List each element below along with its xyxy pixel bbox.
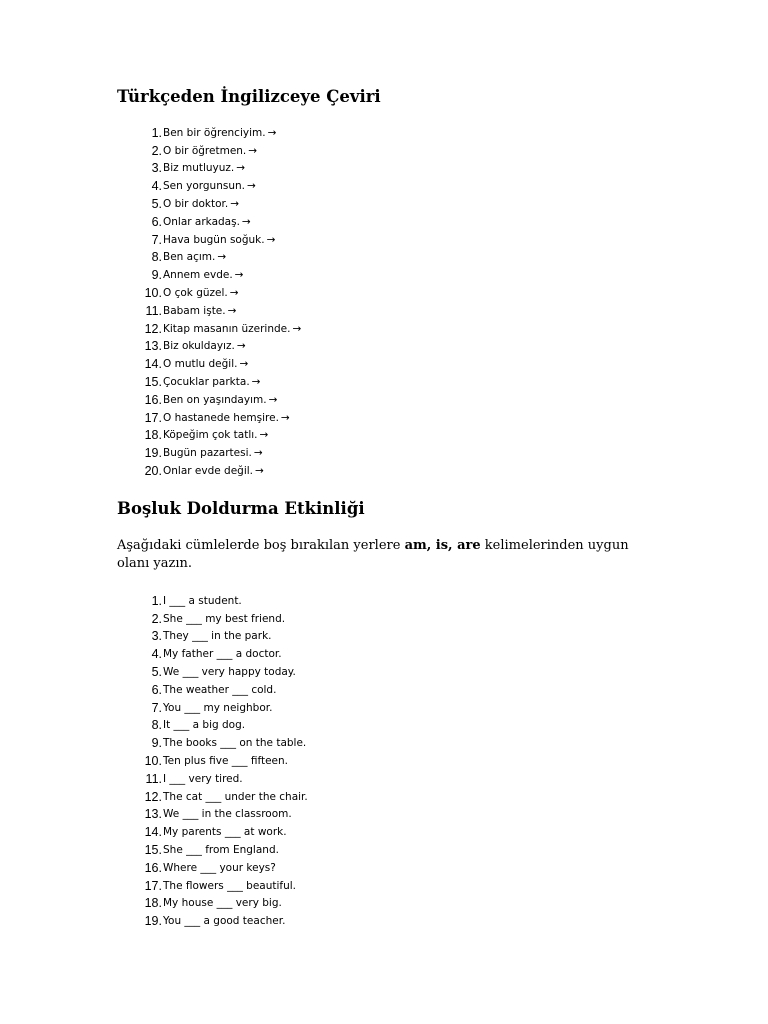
- arrow-icon: →: [267, 126, 277, 139]
- list-item-text: [162, 323, 301, 335]
- list-item: [117, 320, 657, 338]
- list-item-sentence: Onlar arkadaş.: [163, 215, 240, 228]
- arrow-icon: →: [236, 340, 246, 353]
- list-item-text: [162, 702, 272, 714]
- arrow-icon: →: [292, 322, 302, 335]
- list-item-number: 1.: [151, 593, 162, 608]
- list-item-text: [162, 127, 276, 139]
- list-item-number: 18.: [144, 428, 162, 443]
- list-item-text: [162, 684, 276, 696]
- list-item-number: 14.: [144, 825, 162, 840]
- list-item-text: [162, 719, 245, 731]
- list-item: [117, 249, 657, 267]
- list-item: [117, 124, 657, 142]
- list-item: [117, 213, 657, 231]
- list-item: [117, 628, 657, 646]
- list-item-sentence: Onlar evde değil.: [163, 465, 254, 478]
- list-item-number: 4.: [151, 647, 162, 662]
- list-item-number: 16.: [144, 860, 162, 875]
- list-item-sentence: It ___ a big dog.: [163, 719, 246, 732]
- list-item-sentence: The cat ___ under the chair.: [163, 790, 308, 803]
- arrow-icon: →: [227, 304, 237, 317]
- arrow-icon: →: [266, 233, 276, 246]
- list-item-sentence: Where ___ your keys?: [163, 861, 276, 874]
- instructions-text-before: Aşağıdaki cümlelerde boş bırakılan yerlere: [117, 537, 405, 553]
- list-item-sentence: Köpeğim çok tatlı.: [163, 429, 258, 442]
- list-item-text: [162, 791, 308, 803]
- instructions-paragraph: [117, 537, 657, 573]
- list-item-number: 1.: [151, 125, 162, 140]
- list-item: [117, 427, 657, 445]
- list-item-sentence: Bugün pazartesi.: [163, 447, 252, 460]
- document-page: [117, 86, 657, 930]
- list-item-sentence: Çocuklar parkta.: [163, 376, 250, 389]
- list-item-sentence: The flowers ___ beautiful.: [163, 879, 297, 892]
- list-item-sentence: You ___ my neighbor.: [163, 701, 273, 714]
- list-item: [117, 266, 657, 284]
- list-item: [117, 859, 657, 877]
- arrow-icon: →: [229, 287, 239, 300]
- list-item-number: 12.: [144, 321, 162, 336]
- list-item: [117, 841, 657, 859]
- list-item-text: [162, 198, 239, 210]
- list-item-number: 12.: [144, 789, 162, 804]
- list-item-number: 3.: [151, 161, 162, 176]
- list-item-number: 13.: [144, 339, 162, 354]
- list-item-number: 10.: [144, 754, 162, 768]
- list-item: [117, 231, 657, 249]
- list-item-number: 13.: [144, 807, 162, 822]
- list-item-number: 2.: [151, 143, 162, 158]
- translation-list: [117, 124, 657, 480]
- list-item-text: [162, 737, 306, 749]
- list-item: [117, 284, 657, 302]
- list-item: [117, 823, 657, 841]
- list-item-sentence: The books ___ on the table.: [163, 737, 307, 750]
- list-item: [117, 195, 657, 213]
- list-item-text: [162, 180, 256, 192]
- list-item-text: [162, 897, 282, 909]
- arrow-icon: →: [230, 198, 240, 211]
- list-item-number: 7.: [151, 232, 162, 247]
- list-item: [117, 752, 657, 770]
- list-item-text: [162, 216, 251, 228]
- list-item-number: 9.: [151, 268, 162, 283]
- list-item-text: [162, 826, 287, 838]
- list-item-text: [162, 376, 260, 388]
- list-item-sentence: Ben açım.: [163, 251, 216, 264]
- list-item-text: [162, 915, 285, 927]
- list-item: [117, 409, 657, 427]
- list-item-text: [162, 394, 277, 406]
- list-item-number: 10.: [144, 286, 162, 301]
- list-item-sentence: Ben bir öğrenciyim.: [163, 126, 266, 139]
- list-item-sentence: Annem evde.: [163, 269, 233, 282]
- list-item-sentence: Hava bugün soğuk.: [163, 233, 265, 246]
- list-item-number: 17.: [144, 410, 162, 425]
- arrow-icon: →: [239, 358, 249, 371]
- list-item: [117, 717, 657, 735]
- arrow-icon: →: [259, 429, 269, 442]
- list-item-number: 9.: [151, 736, 162, 751]
- list-item-number: 4.: [151, 179, 162, 194]
- list-item: [117, 338, 657, 356]
- list-item: [117, 355, 657, 373]
- list-item-number: 3.: [151, 629, 162, 644]
- list-item: [117, 734, 657, 752]
- list-item-number: 6.: [151, 682, 162, 697]
- list-item-number: 6.: [151, 214, 162, 229]
- list-item: [117, 912, 657, 930]
- arrow-icon: →: [248, 144, 258, 157]
- list-item: [117, 877, 657, 895]
- fill-blank-list: [117, 592, 657, 930]
- list-item-text: [162, 595, 242, 607]
- list-item-number: 16.: [144, 392, 162, 407]
- list-item-text: [162, 429, 268, 441]
- section-title-fill-blank: Boşluk Doldurma Etkinliği: [117, 498, 365, 518]
- list-item: [117, 610, 657, 628]
- list-item-text: [162, 755, 288, 767]
- list-item-sentence: Biz okuldayız.: [163, 340, 235, 353]
- instructions-bold-words: am, is, are: [404, 537, 481, 553]
- list-item-text: [162, 808, 292, 820]
- list-item: [117, 663, 657, 681]
- list-item-text: [162, 844, 279, 856]
- list-item-number: 8.: [151, 718, 162, 733]
- list-item-sentence: O bir doktor.: [163, 198, 229, 211]
- list-item-number: 11.: [145, 303, 162, 318]
- list-item-text: [162, 862, 276, 874]
- list-item-text: [162, 145, 257, 157]
- list-item: [117, 142, 657, 160]
- list-item-sentence: They ___ in the park.: [163, 630, 272, 643]
- list-item-text: [162, 613, 285, 625]
- list-item-text: [162, 162, 245, 174]
- instructions-text-after: kelimelerinden uygun olanı yazın.: [117, 537, 629, 571]
- arrow-icon: →: [234, 269, 244, 282]
- arrow-icon: →: [217, 251, 227, 264]
- list-item-text: [162, 305, 236, 317]
- list-item: [117, 462, 657, 480]
- list-item-sentence: Babam işte.: [163, 304, 226, 317]
- list-item-text: [162, 648, 282, 660]
- list-item: [117, 681, 657, 699]
- list-item-sentence: I ___ very tired.: [163, 772, 243, 785]
- list-item-sentence: Ben on yaşındayım.: [163, 393, 267, 406]
- list-item: [117, 177, 657, 195]
- list-item-number: 5.: [151, 197, 162, 212]
- list-item-number: 7.: [151, 700, 162, 715]
- arrow-icon: →: [246, 180, 256, 193]
- list-item-number: 18.: [144, 896, 162, 911]
- list-item-sentence: O hastanede hemşire.: [163, 411, 279, 424]
- list-item-text: [162, 465, 264, 477]
- list-item-sentence: My father ___ a doctor.: [163, 648, 282, 661]
- list-item-number: 19.: [144, 446, 162, 461]
- list-item-text: [162, 340, 246, 352]
- list-item-sentence: She ___ my best friend.: [163, 612, 286, 625]
- list-item: [117, 894, 657, 912]
- list-item: [117, 302, 657, 320]
- list-item: [117, 699, 657, 717]
- section-title-translation: Türkçeden İngilizceye Çeviri: [117, 87, 381, 106]
- list-item-sentence: You ___ a good teacher.: [163, 915, 286, 928]
- list-item-sentence: I ___ a student.: [163, 594, 242, 607]
- list-item-text: [162, 358, 248, 370]
- list-item-text: [162, 412, 290, 424]
- list-item: [117, 444, 657, 462]
- list-item: [117, 788, 657, 806]
- list-item-number: 2.: [151, 611, 162, 626]
- list-item: [117, 391, 657, 409]
- arrow-icon: →: [253, 447, 263, 460]
- list-item-number: 11.: [145, 771, 162, 786]
- list-item-text: [162, 269, 243, 281]
- list-item-sentence: She ___ from England.: [163, 843, 279, 856]
- list-item: [117, 770, 657, 788]
- list-item-sentence: We ___ in the classroom.: [163, 808, 292, 821]
- list-item-sentence: O mutlu değil.: [163, 358, 238, 371]
- list-item-sentence: Biz mutluyuz.: [163, 162, 235, 175]
- list-item-text: [162, 880, 296, 892]
- list-item-number: 17.: [144, 878, 162, 893]
- list-item-sentence: O çok güzel.: [163, 287, 228, 300]
- list-item-text: [162, 251, 226, 263]
- arrow-icon: →: [255, 465, 264, 478]
- arrow-icon: →: [251, 376, 261, 389]
- list-item-sentence: My parents ___ at work.: [163, 826, 287, 839]
- list-item-text: [162, 630, 271, 642]
- list-item-number: 19.: [144, 914, 162, 929]
- list-item-sentence: Sen yorgunsun.: [163, 180, 245, 193]
- arrow-icon: →: [236, 162, 246, 175]
- list-item: [117, 806, 657, 824]
- list-item-sentence: Ten plus five ___ fifteen.: [163, 755, 288, 767]
- list-item: [117, 645, 657, 663]
- list-item-sentence: The weather ___ cold.: [163, 683, 277, 696]
- list-item-number: 15.: [144, 842, 162, 857]
- list-item-text: [162, 287, 239, 299]
- list-item-sentence: My house ___ very big.: [163, 897, 282, 910]
- list-item-number: 20.: [144, 464, 162, 479]
- list-item-number: 8.: [151, 250, 162, 265]
- list-item-number: 14.: [144, 357, 162, 372]
- arrow-icon: →: [241, 215, 251, 228]
- list-item-number: 15.: [144, 375, 162, 390]
- list-item-sentence: We ___ very happy today.: [163, 666, 296, 679]
- list-item: [117, 160, 657, 178]
- list-item-text: [162, 773, 243, 785]
- list-item: [117, 592, 657, 610]
- list-item-sentence: Kitap masanın üzerinde.: [163, 322, 291, 335]
- list-item-text: [162, 234, 275, 246]
- arrow-icon: →: [280, 411, 290, 424]
- list-item-number: 5.: [151, 665, 162, 680]
- list-item: [117, 373, 657, 391]
- arrow-icon: →: [268, 393, 278, 406]
- list-item-sentence: O bir öğretmen.: [163, 144, 247, 157]
- list-item-text: [162, 447, 263, 459]
- list-item-text: [162, 666, 296, 678]
